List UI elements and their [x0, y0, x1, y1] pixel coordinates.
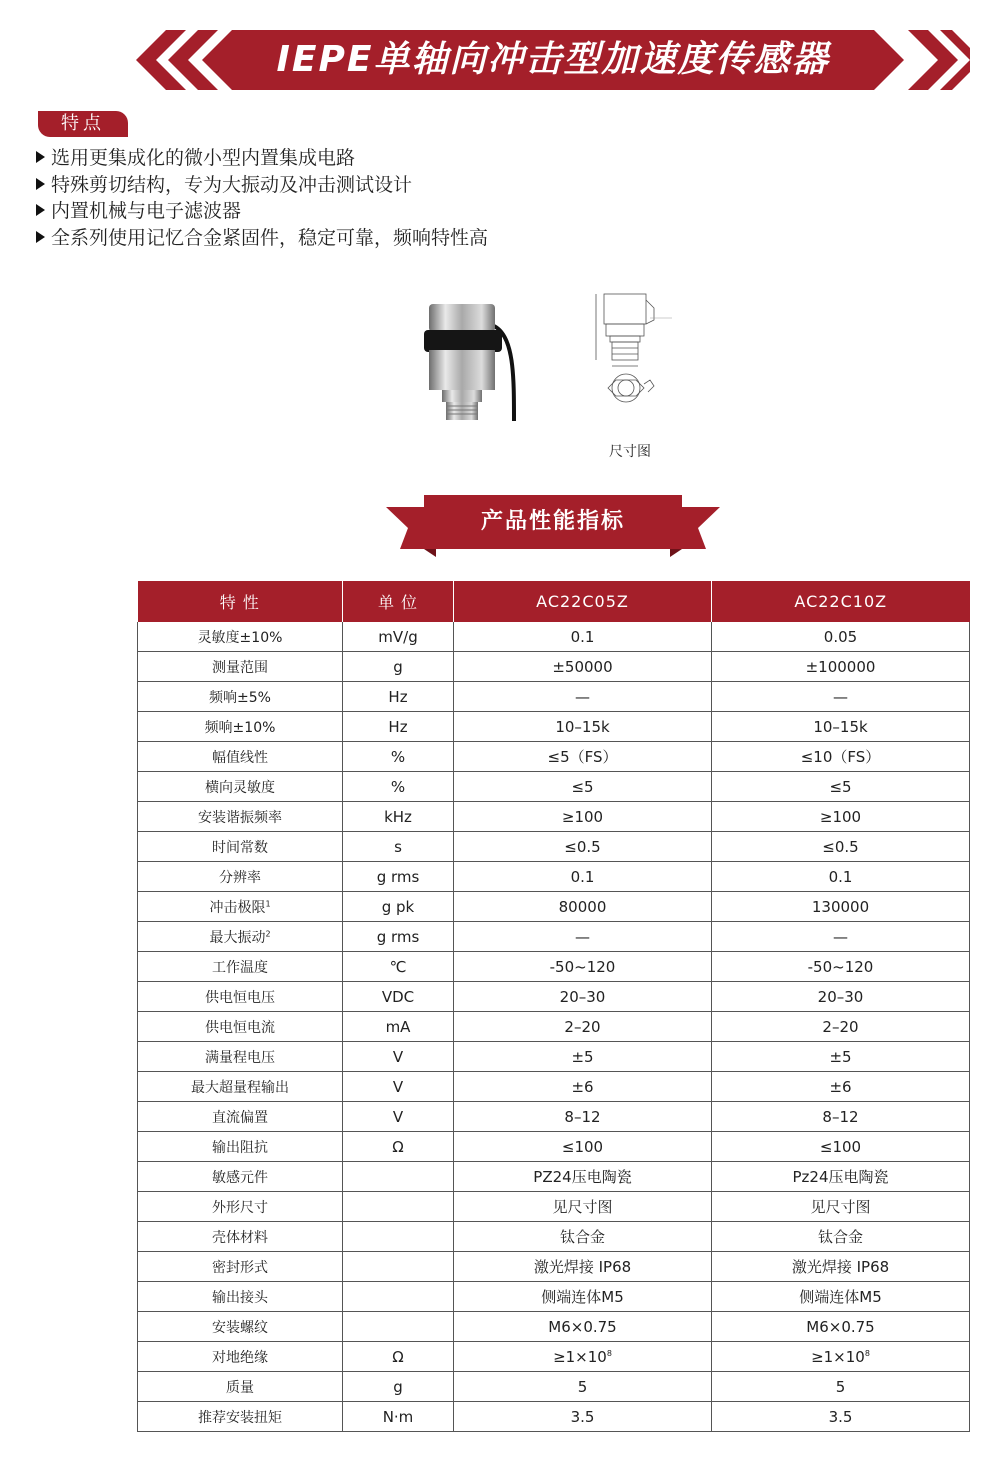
cell-property: 安装螺纹: [138, 1312, 343, 1342]
cell-model-b: ≥100: [712, 802, 970, 832]
page-title: IEPE单轴向冲击型加速度传感器: [276, 39, 830, 80]
cell-model-a: ≤100: [454, 1132, 712, 1162]
cell-unit: ℃: [343, 952, 454, 982]
cell-model-a: —: [454, 682, 712, 712]
cell-model-b: 侧端连体M5: [712, 1282, 970, 1312]
cell-unit: mV/g: [343, 622, 454, 652]
feature-item: 内置机械与电子滤波器: [36, 198, 488, 225]
cell-unit: VDC: [343, 982, 454, 1012]
cell-unit: [343, 1162, 454, 1192]
table-row: [138, 862, 970, 892]
cell-property: 幅值线性: [138, 742, 343, 772]
cell-model-a: 0.1: [454, 862, 712, 892]
cell-model-a: $\ge 1\times 10^8$: [454, 1342, 712, 1372]
cell-property: 满量程电压: [138, 1042, 343, 1072]
cell-model-a: ≤0.5: [454, 832, 712, 862]
col-header-unit: 单 位: [343, 581, 454, 622]
cell-unit: N·m: [343, 1402, 454, 1432]
cell-model-b: —: [712, 682, 970, 712]
table-row: [138, 922, 970, 952]
table-row: [138, 622, 970, 652]
cell-model-a: ≤5（FS）: [454, 742, 712, 772]
table-header-row: [138, 581, 970, 622]
superscript: 2: [265, 928, 271, 938]
cell-property: 质量: [138, 1372, 343, 1402]
cell-property: 输出阻抗: [138, 1132, 343, 1162]
superscript: 8: [606, 1348, 612, 1358]
section-header: [386, 495, 720, 557]
table-row: [138, 1012, 970, 1042]
cell-property: 频响±5%: [138, 682, 343, 712]
cell-model-b: ≤10（FS）: [712, 742, 970, 772]
col-header-model-a: AC22C05Z: [454, 581, 712, 622]
cell-model-a: 激光焊接 IP68: [454, 1252, 712, 1282]
cell-model-a: —: [454, 922, 712, 952]
triangle-bullet-icon: [36, 204, 45, 216]
cell-unit: [343, 1312, 454, 1342]
cell-unit: g rms: [343, 922, 454, 952]
triangle-bullet-icon: [36, 231, 45, 243]
cell-unit: s: [343, 832, 454, 862]
features-tag: 特点: [38, 111, 128, 137]
superscript: 8: [864, 1348, 870, 1358]
table-row: [138, 682, 970, 712]
cell-model-a: 20–30: [454, 982, 712, 1012]
cell-property: 密封形式: [138, 1252, 343, 1282]
cell-unit: Ω: [343, 1132, 454, 1162]
cell-unit: [343, 1192, 454, 1222]
cell-model-a: PZ24压电陶瓷: [454, 1162, 712, 1192]
cell-property: 冲击极限$^1$: [138, 892, 343, 922]
cell-model-a: 10–15k: [454, 712, 712, 742]
table-row: [138, 1312, 970, 1342]
cell-model-b: ±6: [712, 1072, 970, 1102]
cell-model-b: 0.1: [712, 862, 970, 892]
dimension-caption: 尺寸图: [609, 444, 651, 460]
cell-model-b: 0.05: [712, 622, 970, 652]
triangle-bullet-icon: [36, 178, 45, 190]
cell-model-b: 钛合金: [712, 1222, 970, 1252]
cell-property: 最大超量程输出: [138, 1072, 343, 1102]
table-row: [138, 1132, 970, 1162]
col-header-model-b: AC22C10Z: [712, 581, 970, 622]
table-row: [138, 1372, 970, 1402]
table-row: [138, 1192, 970, 1222]
section-title: 产品性能指标: [480, 509, 625, 534]
cell-unit: Hz: [343, 712, 454, 742]
cell-unit: %: [343, 772, 454, 802]
cell-model-b: -50~120: [712, 952, 970, 982]
cell-model-a: M6×0.75: [454, 1312, 712, 1342]
cell-model-b: 2–20: [712, 1012, 970, 1042]
cell-model-b: M6×0.75: [712, 1312, 970, 1342]
cell-model-a: 5: [454, 1372, 712, 1402]
cell-model-b: ≤0.5: [712, 832, 970, 862]
cell-property: 壳体材料: [138, 1222, 343, 1252]
cell-model-b: Pz24压电陶瓷: [712, 1162, 970, 1192]
cell-property: 最大振动$^2$: [138, 922, 343, 952]
table-row: [138, 952, 970, 982]
cell-property: 时间常数: [138, 832, 343, 862]
table-row: [138, 1252, 970, 1282]
cell-model-a: ±5: [454, 1042, 712, 1072]
cell-property: 测量范围: [138, 652, 343, 682]
cell-unit: Hz: [343, 682, 454, 712]
table-row: [138, 1102, 970, 1132]
cell-model-a: ±6: [454, 1072, 712, 1102]
col-header-property: 特 性: [138, 581, 343, 622]
features-list: [36, 145, 488, 251]
cell-model-b: ≤5: [712, 772, 970, 802]
cell-unit: g: [343, 652, 454, 682]
cell-unit: [343, 1252, 454, 1282]
cell-model-b: $\ge 1\times 10^8$: [712, 1342, 970, 1372]
cell-unit: g pk: [343, 892, 454, 922]
cell-property: 供电恒电流: [138, 1012, 343, 1042]
cell-property: 直流偏置: [138, 1102, 343, 1132]
feature-item: 选用更集成化的微小型内置集成电路: [36, 145, 488, 172]
table-row: [138, 772, 970, 802]
cell-unit: [343, 1282, 454, 1312]
cell-property: 工作温度: [138, 952, 343, 982]
table-row: [138, 982, 970, 1012]
cell-unit: %: [343, 742, 454, 772]
table-row: [138, 1402, 970, 1432]
cell-property: 输出接头: [138, 1282, 343, 1312]
cell-model-b: ±100000: [712, 652, 970, 682]
cell-unit: [343, 1222, 454, 1252]
cell-model-b: 8–12: [712, 1102, 970, 1132]
table-row: [138, 712, 970, 742]
cell-unit: V: [343, 1102, 454, 1132]
dimension-drawing: [584, 288, 674, 428]
cell-unit: V: [343, 1042, 454, 1072]
table-row: [138, 742, 970, 772]
cell-model-a: 8–12: [454, 1102, 712, 1132]
cell-property: 推荐安装扭矩: [138, 1402, 343, 1432]
cell-unit: V: [343, 1072, 454, 1102]
cell-model-b: 5: [712, 1372, 970, 1402]
table-row: [138, 1162, 970, 1192]
cell-model-a: 钛合金: [454, 1222, 712, 1252]
cell-model-a: 侧端连体M5: [454, 1282, 712, 1312]
title-banner: [136, 28, 970, 92]
table-row: [138, 1042, 970, 1072]
cell-model-a: 80000: [454, 892, 712, 922]
cell-model-a: ±50000: [454, 652, 712, 682]
table-row: [138, 832, 970, 862]
cell-unit: mA: [343, 1012, 454, 1042]
spec-table: [137, 581, 970, 1432]
cell-model-a: 2–20: [454, 1012, 712, 1042]
table-body: [138, 622, 970, 1432]
feature-item: 全系列使用记忆合金紧固件，稳定可靠，频响特性高: [36, 225, 488, 252]
table-row: [138, 892, 970, 922]
cell-property: 横向灵敏度: [138, 772, 343, 802]
table-row: [138, 652, 970, 682]
triangle-bullet-icon: [36, 151, 45, 163]
cell-property: 频响±10%: [138, 712, 343, 742]
cell-property: 灵敏度±10%: [138, 622, 343, 652]
cell-unit: kHz: [343, 802, 454, 832]
cell-model-b: —: [712, 922, 970, 952]
cell-model-a: 0.1: [454, 622, 712, 652]
cell-model-b: 3.5: [712, 1402, 970, 1432]
table-row: [138, 1342, 970, 1372]
cell-model-a: ≥100: [454, 802, 712, 832]
cell-model-b: 10–15k: [712, 712, 970, 742]
cell-property: 对地绝缘: [138, 1342, 343, 1372]
cell-model-a: -50~120: [454, 952, 712, 982]
cell-property: 供电恒电压: [138, 982, 343, 1012]
cell-model-a: 见尺寸图: [454, 1192, 712, 1222]
cell-property: 外形尺寸: [138, 1192, 343, 1222]
table-row: [138, 802, 970, 832]
cell-model-b: ≤100: [712, 1132, 970, 1162]
sensor-photo: [414, 296, 524, 426]
cell-unit: Ω: [343, 1342, 454, 1372]
table-row: [138, 1072, 970, 1102]
feature-item: 特殊剪切结构，专为大振动及冲击测试设计: [36, 172, 488, 199]
cell-model-b: 20–30: [712, 982, 970, 1012]
cell-model-b: 130000: [712, 892, 970, 922]
cell-model-a: 3.5: [454, 1402, 712, 1432]
cell-model-b: ±5: [712, 1042, 970, 1072]
table-row: [138, 1282, 970, 1312]
table-row: [138, 1222, 970, 1252]
superscript: 1: [265, 898, 271, 908]
cell-model-b: 见尺寸图: [712, 1192, 970, 1222]
cell-unit: g rms: [343, 862, 454, 892]
cell-property: 分辨率: [138, 862, 343, 892]
cell-model-b: 激光焊接 IP68: [712, 1252, 970, 1282]
cell-model-a: ≤5: [454, 772, 712, 802]
cell-property: 敏感元件: [138, 1162, 343, 1192]
cell-unit: g: [343, 1372, 454, 1402]
cell-property: 安装谐振频率: [138, 802, 343, 832]
